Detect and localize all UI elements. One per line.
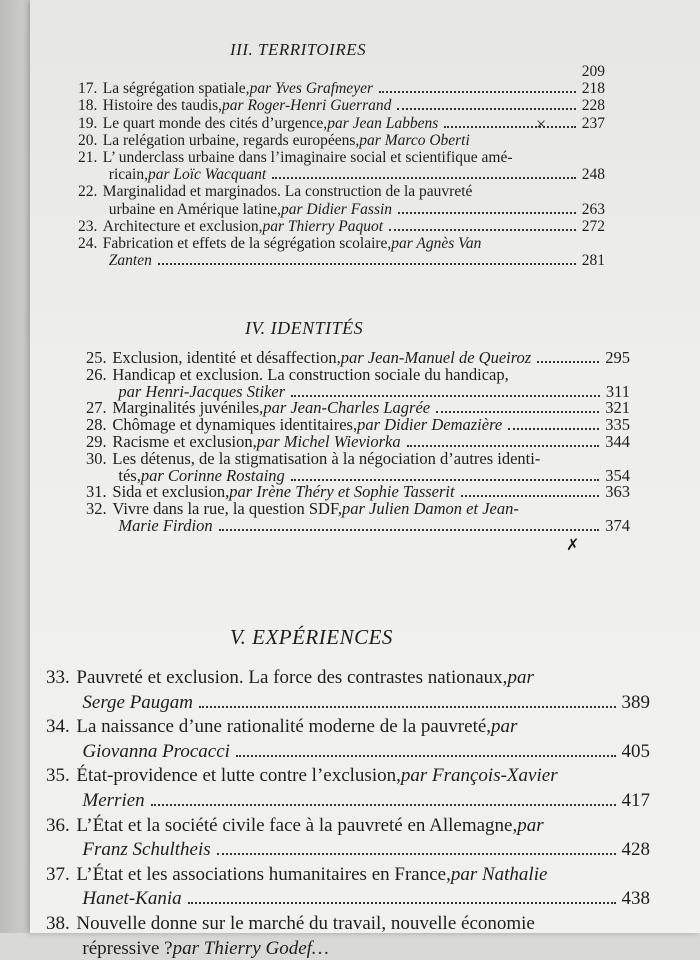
entry-number: 37. — [46, 863, 70, 885]
dot-leader — [272, 177, 576, 179]
entry-title: L’État et les associations humanitaires en France, — [76, 863, 451, 885]
entry-author: par Didier Fassin — [280, 200, 393, 218]
entry-number: 21. — [78, 149, 98, 166]
entry-author: par Marco Oberti — [359, 131, 470, 149]
entry-number: 33. — [46, 667, 70, 688]
entry-page-number: 363 — [605, 482, 630, 502]
toc-entry — [86, 448, 630, 468]
entry-page-number: 428 — [621, 839, 650, 861]
entry-page-number: 311 — [605, 381, 630, 401]
toc-entry — [46, 715, 650, 739]
toc-entry — [86, 518, 630, 535]
toc-entry — [46, 666, 650, 690]
entry-title: tés, — [118, 465, 141, 485]
entry-title: Fabrication et effets de la ségrégation scolaire, — [102, 235, 392, 252]
entry-title: répressive ? — [82, 937, 173, 959]
entry-page-number: 295 — [605, 348, 630, 367]
dot-leader — [379, 91, 576, 93]
dot-leader — [461, 495, 600, 497]
entry-number: 31. — [86, 482, 107, 502]
entry-author: Hanet-Kania — [82, 888, 182, 910]
entry-title: Racisme et exclusion, — [112, 432, 257, 451]
entry-title: Sida et exclusion, — [112, 482, 230, 502]
entry-author: Zanten — [108, 252, 152, 270]
dot-leader — [389, 229, 576, 231]
entry-number: 25. — [86, 348, 107, 367]
toc-entry — [78, 133, 605, 149]
dot-leader — [236, 755, 616, 757]
entry-number: 18. — [78, 97, 98, 115]
dot-leader — [158, 263, 576, 265]
section-title-identites: IV. IDENTITÉS — [245, 318, 364, 338]
toc-entry — [46, 764, 650, 788]
entry-title: Exclusion, identité et désaffection, — [112, 348, 341, 367]
toc-entry — [86, 501, 630, 517]
entry-title: Marginalidad et marginados. La construction de la pauvreté — [102, 183, 473, 201]
entry-number: 38. — [46, 913, 70, 934]
toc-entry — [78, 253, 605, 269]
entry-number: 19. — [78, 114, 98, 132]
toc-entry — [46, 912, 650, 936]
entry-number: 36. — [46, 814, 70, 836]
book-page — [30, 0, 700, 959]
entry-page-number: 263 — [581, 200, 605, 218]
entry-author: par Agnès Van — [391, 235, 482, 252]
dot-leader — [537, 361, 599, 363]
section-title-experiences: V. EXPÉRIENCES — [230, 625, 393, 649]
entry-title: La naissance d’une rationalité moderne de la pauvreté, — [76, 716, 492, 738]
entry-author: par Loïc Wacquant — [147, 166, 267, 184]
entry-author: par — [517, 814, 544, 836]
toc-entry — [78, 167, 605, 183]
dot-leader — [436, 411, 599, 413]
entry-author: Merrien — [82, 790, 145, 811]
toc-entry — [78, 98, 605, 114]
entry-author: par Michel Wieviorka — [256, 432, 401, 451]
entry-page-number: 374 — [605, 516, 630, 535]
entry-page-number: 281 — [581, 252, 605, 270]
entry-title: Handicap et exclusion. La construction sociale du handicap, — [112, 364, 509, 384]
toc-entry — [86, 364, 630, 384]
entry-title: Vivre dans la rue, la question SDF, — [112, 499, 342, 519]
entry-title: Les détenus, de la stigmatisation à la négociation d’autres identi- — [112, 448, 541, 468]
entry-title: Marginalités juvéniles, — [112, 398, 264, 418]
entry-title: Nouvelle donne sur le marché du travail, nouvelle économie — [76, 913, 535, 934]
entry-title: Histoire des taudis, — [102, 97, 223, 115]
entry-number: 35. — [46, 765, 70, 787]
entry-title: Pauvreté et exclusion. La force des contrastes nationaux, — [76, 667, 508, 688]
entry-page-number: 335 — [605, 415, 630, 435]
toc-entry — [46, 740, 650, 764]
entry-number: 28. — [86, 415, 107, 435]
entry-author: Franz Schultheis — [82, 839, 211, 861]
entry-author: par — [491, 716, 518, 738]
toc-entry — [46, 887, 650, 911]
toc-entry — [46, 789, 650, 813]
entry-number: 22. — [78, 183, 98, 201]
entry-number: 23. — [78, 217, 98, 235]
toc-entry — [78, 64, 605, 80]
entry-number: 29. — [86, 432, 107, 451]
entry-title: ricain, — [108, 166, 148, 184]
section-title-territoires: III. TERRITOIRES — [230, 40, 367, 59]
toc-entry — [46, 863, 650, 887]
entry-title: La relégation urbaine, regards européens, — [102, 131, 360, 149]
entry-author: par François-Xavier — [400, 765, 558, 787]
dot-leader — [407, 445, 600, 447]
entry-page-number: 389 — [621, 691, 650, 713]
entry-author: par Yves Grafmeyer — [249, 80, 373, 98]
entry-page-number: 237 — [581, 114, 605, 132]
entry-page-number: 228 — [581, 97, 605, 115]
dot-leader — [444, 126, 575, 128]
entry-page-number: 405 — [621, 740, 650, 762]
handwritten-cross-mark: ✗ — [566, 537, 580, 554]
entry-title: État-providence et lutte contre l’exclusion, — [76, 765, 401, 787]
entry-author: par Henri-Jacques Stiker — [118, 381, 286, 401]
entry-page-number: 248 — [581, 166, 605, 184]
entry-number: 34. — [46, 716, 70, 738]
entry-page-number: 354 — [605, 465, 630, 485]
entry-number: 27. — [86, 398, 107, 418]
entry-number: 32. — [86, 499, 107, 519]
entry-author: par Didier Demazière — [357, 415, 503, 435]
entry-title: La ségrégation spatiale, — [102, 80, 250, 98]
entry-author: par Thierry Paquot — [262, 217, 384, 235]
dot-leader — [291, 395, 600, 397]
toc-entry — [46, 691, 650, 715]
toc-entry — [46, 838, 650, 862]
entry-title: Chômage et dynamiques identitaires, — [112, 415, 358, 435]
entry-author: par Nathalie — [450, 863, 548, 885]
entry-author: par Roger-Henri Guerrand — [222, 97, 392, 115]
entry-page-number: 344 — [605, 432, 630, 451]
entry-author: Serge Paugam — [82, 691, 194, 713]
toc-entry — [46, 814, 650, 838]
entry-number: 24. — [78, 235, 98, 252]
entry-title: Architecture et exclusion, — [102, 217, 263, 235]
entry-number: 17. — [78, 80, 98, 98]
entry-page-number: 438 — [621, 888, 650, 910]
entry-title: urbaine en Amérique latine, — [108, 200, 281, 218]
entry-number: 26. — [86, 364, 107, 384]
dot-leader — [219, 529, 600, 531]
dot-leader — [151, 804, 616, 806]
dot-leader — [397, 108, 575, 110]
entry-author: par Julien Damon et Jean- — [341, 499, 519, 519]
entry-author: par — [507, 667, 534, 688]
toc-entry — [46, 937, 650, 960]
entry-author: Giovanna Procacci — [82, 740, 230, 762]
entry-page-number: 272 — [581, 217, 605, 235]
toc-entry — [78, 202, 605, 218]
entry-author: par Jean-Manuel de Queiroz — [340, 348, 532, 367]
dot-leader — [508, 428, 599, 430]
entry-number: 20. — [78, 131, 98, 149]
toc-entry — [78, 236, 605, 252]
entry-author: Marie Firdion — [118, 516, 213, 535]
entry-page-number: 209 — [581, 63, 605, 80]
entry-title: Le quart monde des cités d’urgence, — [102, 114, 328, 132]
dot-leader — [291, 479, 599, 481]
toc-entry — [78, 150, 605, 166]
entry-author: par Irène Théry et Sophie Tasserit — [229, 482, 455, 502]
toc-entry — [78, 81, 605, 97]
entry-author: par Corinne Rostaing — [140, 465, 285, 485]
dot-leader — [217, 853, 616, 855]
toc-entry — [78, 219, 605, 235]
entry-author: par Jean-Charles Lagrée — [263, 398, 431, 418]
dot-leader — [199, 706, 615, 708]
entry-page-number: 417 — [621, 790, 650, 811]
entry-title: L’ underclass urbaine dans l’imaginaire social et scientifique amé- — [102, 149, 513, 166]
entry-page-number: 321 — [605, 398, 630, 418]
entry-page-number: 218 — [581, 80, 605, 98]
dot-leader — [188, 902, 616, 904]
handwritten-cross-mark: × — [536, 114, 547, 134]
entry-author: par Thierry Godef… — [172, 937, 329, 959]
toc-entry — [78, 116, 605, 132]
toc-entry — [78, 184, 605, 200]
entry-author: par Jean Labbens — [327, 114, 439, 132]
entry-title: L’État et la société civile face à la pauvreté en Allemagne, — [76, 814, 518, 836]
dot-leader — [398, 212, 576, 214]
entry-number: 30. — [86, 448, 107, 468]
